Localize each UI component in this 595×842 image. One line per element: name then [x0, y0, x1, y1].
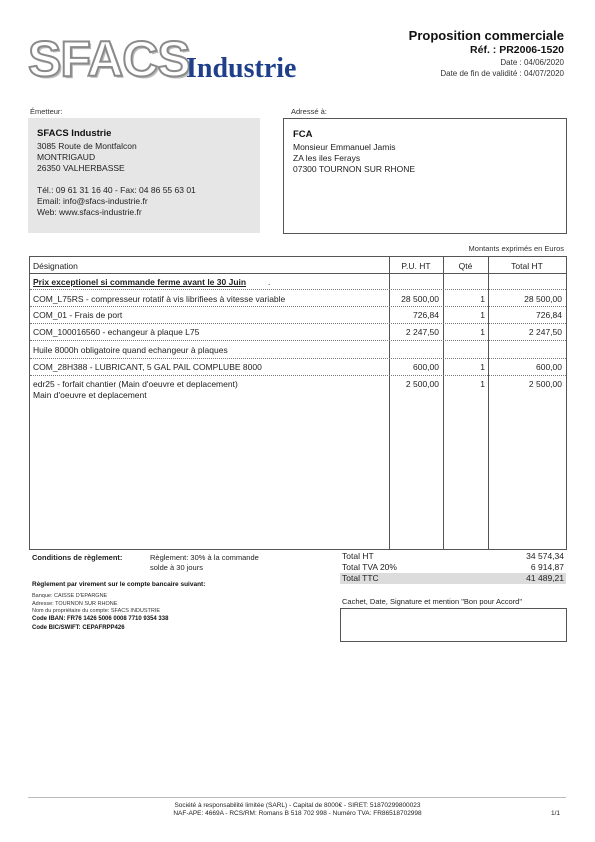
bank-account-owner: Nom du propriétaire du compte: SFACS INDUSTRIE	[32, 608, 161, 614]
sender-name: SFACS Industrie	[37, 128, 112, 139]
total-tva-row	[340, 562, 566, 573]
sender-email: Email: info@sfacs-industrie.fr	[37, 196, 148, 206]
column-divider	[389, 257, 390, 549]
row-designation: COM_28H388 - LUBRICANT, 5 GAL PAIL COMPLUBE 8000	[33, 362, 262, 372]
recipient-box	[283, 118, 567, 234]
sender-address-line: 3085 Route de Montfalcon	[37, 141, 137, 151]
sender-address-line: MONTRIGAUD	[37, 152, 96, 162]
row-total: 600,00	[536, 362, 562, 372]
total-ttc-value: 41 489,21	[526, 573, 564, 583]
payment-conditions-label: Conditions de règlement:	[32, 553, 123, 562]
items-table	[29, 256, 567, 550]
total-ht-value: 34 574,34	[526, 551, 564, 561]
header-divider	[30, 273, 566, 274]
sender-address-line: 26350 VALHERBASSE	[37, 163, 125, 173]
row-unit-price: 28 500,00	[401, 294, 439, 304]
document-title: Proposition commerciale	[408, 28, 564, 43]
row-unit-price: 600,00	[413, 362, 439, 372]
document-reference: Réf. : PR2006-1520	[470, 44, 564, 56]
header-total: Total HT	[511, 261, 543, 271]
row-designation-detail: Main d'oeuvre et deplacement	[33, 390, 147, 400]
row-quantity: 1	[480, 294, 485, 304]
document-date: Date : 04/06/2020	[500, 58, 564, 67]
sender-box	[28, 118, 260, 233]
sender-phone: Tél.: 09 61 31 16 40 - Fax: 04 86 55 63 01	[37, 185, 196, 195]
row-unit-price: 2 247,50	[405, 327, 439, 337]
row-quantity: 1	[480, 379, 485, 389]
row-quantity: 1	[480, 327, 485, 337]
company-logo	[28, 32, 318, 88]
row-total: 726,84	[536, 310, 562, 320]
row-designation: Huile 8000h obligatoire quand echangeur à plaques	[33, 345, 228, 355]
header-unit-price: P.U. HT	[401, 261, 431, 271]
row-total: 2 247,50	[528, 327, 562, 337]
recipient-name: FCA	[293, 129, 313, 140]
recipient-address-line: 07300 TOURNON SUR RHONE	[293, 164, 416, 174]
sender-website: Web: www.sfacs-industrie.fr	[37, 207, 142, 217]
column-divider	[488, 257, 489, 549]
logo-wordmark: Industrie	[186, 53, 297, 84]
footer-legal-line: NAF-APE: 4669A - RCS/RM: Romans B 518 702 998 - Numéro TVA: FR86518702998	[173, 810, 422, 817]
totals-block	[340, 551, 566, 584]
row-designation: COM_01 - Frais de port	[33, 310, 123, 320]
logo-mark: SFACS	[28, 31, 190, 87]
row-divider	[30, 358, 566, 359]
row-designation: edr25 - forfait chantier (Main d'oeuvre et deplacement)	[33, 379, 238, 389]
page-number: 1/1	[550, 810, 560, 817]
row-designation: COM_L75RS - compresseur rotatif à vis librifiees à vitesse variable	[33, 294, 286, 304]
header-designation: Désignation	[33, 261, 78, 271]
bank-name: Banque: CAISSE D'EPARGNE	[32, 593, 108, 599]
total-ttc-row	[340, 573, 566, 584]
recipient-address-line: ZA les iles Ferays	[293, 153, 361, 163]
column-divider	[443, 257, 444, 549]
recipient-contact: Monsieur Emmanuel Jamis	[293, 142, 396, 152]
row-total: 2 500,00	[528, 379, 562, 389]
total-ht-label: Total HT	[342, 551, 374, 561]
row-divider	[30, 375, 566, 376]
currency-note: Montants exprimés en Euros	[468, 244, 564, 253]
total-tva-label: Total TVA 20%	[342, 562, 397, 572]
section-title-period: .	[268, 277, 271, 287]
row-quantity: 1	[480, 310, 485, 320]
sender-label: Émetteur:	[30, 107, 63, 116]
row-designation: COM_100016560 - echangeur à plaque L75	[33, 327, 200, 337]
bank-iban: Code IBAN: FR76 1426 5006 0008 7710 9354 338	[32, 616, 169, 622]
footer-legal-line: Société à responsabilité limitée (SARL) - Capital de 8000€ - SIRET: 51870299800023	[174, 802, 421, 809]
footer-divider	[28, 797, 566, 798]
header-quantity: Qté	[458, 261, 473, 271]
total-tva-value: 6 914,87	[530, 562, 564, 572]
row-unit-price: 726,84	[413, 310, 439, 320]
signature-box	[340, 608, 567, 642]
payment-conditions-line: solde à 30 jours	[150, 563, 203, 572]
row-divider	[30, 289, 566, 290]
bank-transfer-title: Règlement par virement sur le compte bancaire suivant:	[32, 581, 206, 588]
recipient-label: Adressé à:	[291, 107, 327, 116]
total-ht-row	[340, 551, 566, 562]
row-divider	[30, 323, 566, 324]
row-total: 28 500,00	[524, 294, 562, 304]
validity-date: Date de fin de validité : 04/07/2020	[440, 69, 564, 78]
payment-conditions-line: Règlement: 30% à la commande	[150, 553, 259, 562]
row-unit-price: 2 500,00	[405, 379, 439, 389]
row-divider	[30, 340, 566, 341]
signature-label: Cachet, Date, Signature et mention "Bon pour Accord"	[342, 597, 523, 606]
total-ttc-label: Total TTC	[342, 573, 379, 583]
row-divider	[30, 306, 566, 307]
row-quantity: 1	[480, 362, 485, 372]
bank-address: Adresse: TOURNON SUR RHONE	[32, 601, 118, 607]
bank-bic: Code BIC/SWIFT: CEPAFRPP426	[32, 625, 125, 631]
section-title: Prix exceptionel si commande ferme avant le 30 Juin	[33, 277, 247, 287]
